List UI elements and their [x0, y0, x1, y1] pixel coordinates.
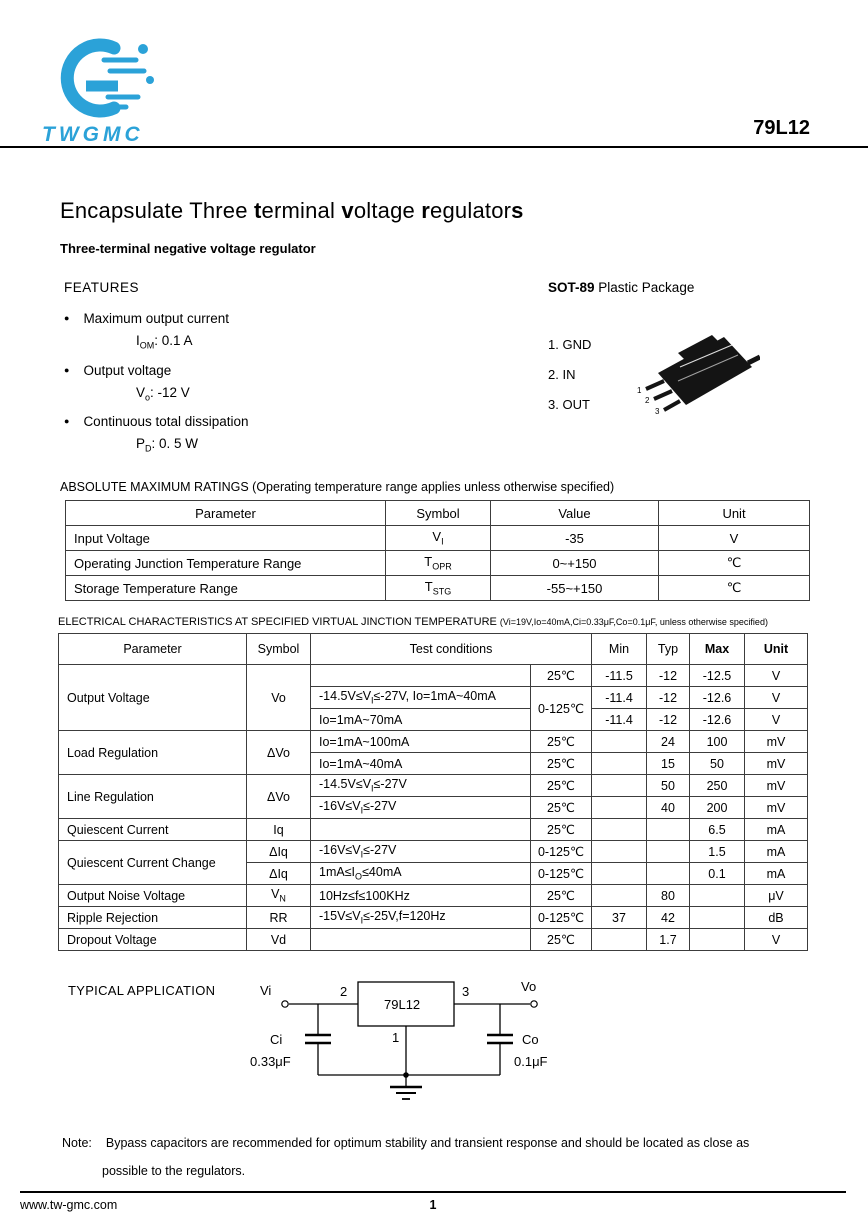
table-row	[66, 576, 810, 601]
package-image	[620, 321, 760, 433]
amr-heading: ABSOLUTE MAXIMUM RATINGS (Operating temperature range applies unless otherwise specified)	[60, 480, 615, 495]
table-cell: 15	[647, 753, 690, 775]
table-cell: Quiescent Current	[59, 819, 247, 841]
table-cell: -12.6	[690, 709, 745, 731]
table-row	[66, 526, 810, 551]
vi-label: Vi	[260, 983, 272, 999]
column-header: Symbol	[386, 501, 491, 526]
table-cell: mV	[745, 797, 808, 819]
table-cell: $-15V\le V_I\le-25V,f=120Hz$	[311, 907, 531, 929]
table-cell: 100	[690, 731, 745, 753]
table-cell: 37	[592, 907, 647, 929]
features-heading: FEATURES	[64, 280, 140, 295]
ci-label: Ci	[270, 1032, 283, 1048]
table-cell: 0-125℃	[531, 841, 592, 863]
table-cell	[592, 775, 647, 797]
table-cell	[592, 863, 647, 885]
table-cell	[311, 665, 531, 687]
list-item	[64, 311, 548, 351]
list-item	[64, 414, 548, 454]
ec-heading-note: (Vi=19V,Io=40mA,Ci=0.33μF,Co=0.1μF, unless otherwise specified)	[499, 617, 768, 628]
table-cell: Quiescent Current Change	[59, 841, 247, 885]
table-row	[59, 885, 808, 907]
table-row	[59, 775, 808, 797]
table-cell: $-14.5V\le V_I\le-27V$	[311, 775, 531, 797]
table-cell: 0-125℃	[531, 907, 592, 929]
table-cell: Io=1mA~70mA	[311, 709, 531, 731]
table-cell: mV	[745, 753, 808, 775]
page-header	[0, 0, 868, 148]
table-cell: V	[745, 929, 808, 951]
table-cell: Input Voltage	[66, 526, 386, 551]
co-label: Co	[522, 1032, 539, 1048]
table-cell: 40	[647, 797, 690, 819]
application-circuit-diagram	[238, 971, 568, 1116]
table-cell: Line Regulation	[59, 775, 247, 819]
table-row	[59, 731, 808, 753]
page-footer	[20, 1191, 846, 1212]
table-cell: Operating Junction Temperature Range	[66, 551, 386, 576]
column-header: Typ	[647, 634, 690, 665]
feature-value: $I_{OM}$: 0.1 A	[136, 333, 193, 351]
table-cell	[592, 929, 647, 951]
table-cell: 25℃	[531, 731, 592, 753]
table-cell: 25℃	[531, 819, 592, 841]
lead-number: 1	[637, 386, 642, 395]
table-cell: -12	[647, 709, 690, 731]
pin-label: 2. IN	[548, 367, 576, 382]
table-cell: Ripple Rejection	[59, 907, 247, 929]
table-cell: Output Voltage	[59, 665, 247, 731]
pin2-label: 2	[340, 984, 348, 1000]
table-cell: -11.4	[592, 687, 647, 709]
column-header: Unit	[745, 634, 808, 665]
table-cell: 1.5	[690, 841, 745, 863]
table-cell: 1.7	[647, 929, 690, 951]
typical-application-section	[60, 971, 810, 1119]
table-cell: ΔIq	[247, 841, 311, 863]
table-cell: 0~+150	[491, 551, 659, 576]
table-cell: 0.1	[690, 863, 745, 885]
table-cell: Io=1mA~40mA	[311, 753, 531, 775]
table-row	[59, 819, 808, 841]
note-label: Note:	[62, 1136, 92, 1151]
table-cell	[592, 797, 647, 819]
table-cell: 25℃	[531, 929, 592, 951]
table-cell	[592, 885, 647, 907]
pin-label: 3. OUT	[548, 397, 590, 412]
table-cell: 80	[647, 885, 690, 907]
pin1-label: 1	[392, 1030, 400, 1046]
table-cell: RR	[247, 907, 311, 929]
table-cell: mA	[745, 841, 808, 863]
table-cell	[690, 885, 745, 907]
table-cell: Load Regulation	[59, 731, 247, 775]
table-cell: V	[745, 687, 808, 709]
table-cell: $1mA\le I_O\le 40mA$	[311, 863, 531, 885]
table-cell: -35	[491, 526, 659, 551]
features-list	[64, 311, 548, 454]
table-cell: 50	[690, 753, 745, 775]
table-cell: Storage Temperature Range	[66, 576, 386, 601]
table-cell: 0-125℃	[531, 687, 592, 731]
table-cell: mV	[745, 731, 808, 753]
table-cell: V	[745, 709, 808, 731]
table-cell: V	[659, 526, 810, 551]
table-cell	[592, 841, 647, 863]
package-section	[548, 280, 810, 466]
table-cell: -55~+150	[491, 576, 659, 601]
ec-heading: ELECTRICAL CHARACTERISTICS AT SPECIFIED VIRTUAL JINCTION TEMPERATURE (Vi=19V,Io=40mA,Ci=0.33μF,Co=0.1μF, unless otherwise specified)	[58, 616, 768, 629]
table-cell: mV	[745, 775, 808, 797]
table-cell: 25℃	[531, 797, 592, 819]
table-cell: $T_{STG}$	[386, 576, 491, 601]
table-cell: 25℃	[531, 753, 592, 775]
table-cell	[311, 929, 531, 951]
package-title: SOT-89 Plastic Package	[548, 280, 695, 295]
table-cell	[690, 929, 745, 951]
list-item	[64, 363, 548, 403]
package-body	[548, 321, 810, 433]
table-cell: Io=1mA~100mA	[311, 731, 531, 753]
table-row	[59, 841, 808, 863]
column-header: Symbol	[247, 634, 311, 665]
table-cell: mA	[745, 819, 808, 841]
column-header: Test conditions	[311, 634, 592, 665]
table-cell	[647, 841, 690, 863]
note-line: possible to the regulators.	[102, 1164, 246, 1179]
table-cell: 24	[647, 731, 690, 753]
table-cell	[647, 819, 690, 841]
table-cell	[592, 753, 647, 775]
feature-value: $P_D$: 0. 5 W	[136, 436, 199, 455]
table-cell: μV	[745, 885, 808, 907]
brand-logo-wrap	[40, 36, 158, 147]
column-header: Parameter	[59, 634, 247, 665]
part-number: 79L12	[753, 117, 810, 139]
table-cell: 0-125℃	[531, 863, 592, 885]
column-header: Max	[690, 634, 745, 665]
table-cell: -12.6	[690, 687, 745, 709]
table-cell: Vo	[247, 665, 311, 731]
feature-text: ● Continuous total dissipation	[64, 414, 548, 429]
table-cell	[690, 907, 745, 929]
table-cell: ℃	[659, 551, 810, 576]
table-cell: Vd	[247, 929, 311, 951]
column-header: Unit	[659, 501, 810, 526]
table-cell: -12.5	[690, 665, 745, 687]
column-header: Value	[491, 501, 659, 526]
table-cell: ΔIq	[247, 863, 311, 885]
table-cell	[592, 731, 647, 753]
table-cell: 250	[690, 775, 745, 797]
table-cell: 6.5	[690, 819, 745, 841]
electrical-characteristics-table	[58, 633, 808, 951]
note	[60, 1129, 810, 1185]
table-cell: Iq	[247, 819, 311, 841]
table-cell: 25℃	[531, 885, 592, 907]
table-cell: dB	[745, 907, 808, 929]
pin3-label: 3	[462, 984, 470, 1000]
footer-website: www.tw-gmc.com	[20, 1198, 118, 1212]
lead-number: 3	[655, 407, 660, 416]
table-cell: Output Noise Voltage	[59, 885, 247, 907]
table-cell: 10Hz≤f≤100KHz	[311, 885, 531, 907]
feature-text: ● Maximum output current	[64, 311, 548, 326]
table-cell: 42	[647, 907, 690, 929]
table-cell	[647, 863, 690, 885]
main-content	[0, 198, 868, 1185]
table-row	[59, 907, 808, 929]
table-row	[59, 929, 808, 951]
lead-number: 2	[645, 396, 650, 405]
table-cell: -11.4	[592, 709, 647, 731]
table-cell: -12	[647, 665, 690, 687]
table-header-row	[66, 501, 810, 526]
features-section	[60, 280, 548, 466]
table-cell: ΔVo	[247, 731, 311, 775]
typical-application-heading: TYPICAL APPLICATION	[68, 983, 216, 999]
subtitle: Three-terminal negative voltage regulator	[60, 241, 316, 256]
table-cell: mA	[745, 863, 808, 885]
page-title: Encapsulate Three terminal voltage regulators	[60, 198, 524, 223]
table-cell: Dropout Voltage	[59, 929, 247, 951]
table-cell: 25℃	[531, 775, 592, 797]
brand-logo-icon	[40, 36, 158, 122]
note-line: Note: Bypass capacitors are recommended for optimum stability and transient response and should be located as close as	[62, 1136, 750, 1151]
vo-label: Vo	[521, 979, 537, 995]
table-cell: ΔVo	[247, 775, 311, 819]
table-cell: -11.5	[592, 665, 647, 687]
ci-value: 0.33μF	[250, 1054, 291, 1070]
table-cell: $V_N$	[247, 885, 311, 907]
absolute-maximum-ratings-table	[65, 500, 810, 601]
table-cell: 50	[647, 775, 690, 797]
column-header: Min	[592, 634, 647, 665]
table-header-row	[59, 634, 808, 665]
table-cell: -12	[647, 687, 690, 709]
brand-name: TWGMC	[42, 123, 144, 146]
feature-value: $V_o$: -12 V	[136, 384, 190, 403]
table-cell: V	[745, 665, 808, 687]
co-value: 0.1μF	[514, 1054, 548, 1070]
pin-label: 1. GND	[548, 337, 592, 352]
table-cell: ℃	[659, 576, 810, 601]
table-cell: $V_I$	[386, 526, 491, 551]
page-number: 1	[429, 1198, 437, 1212]
chip-label: 79L12	[384, 997, 421, 1013]
table-cell: $T_{OPR}$	[386, 551, 491, 576]
pin-list	[548, 321, 620, 433]
column-header: Parameter	[66, 501, 386, 526]
table-row	[66, 551, 810, 576]
feature-text: ● Output voltage	[64, 363, 548, 378]
table-cell: $-16V\le V_I\le-27V$	[311, 797, 531, 819]
features-package-row	[60, 280, 810, 466]
table-cell	[592, 819, 647, 841]
table-row	[59, 665, 808, 687]
table-cell: 200	[690, 797, 745, 819]
table-cell: $-14.5V\le V_I\le-27V$, Io=1mA~40mA	[311, 687, 531, 709]
table-cell: $-16V\le V_I\le-27V$	[311, 841, 531, 863]
table-cell	[311, 819, 531, 841]
table-cell: 25℃	[531, 665, 592, 687]
